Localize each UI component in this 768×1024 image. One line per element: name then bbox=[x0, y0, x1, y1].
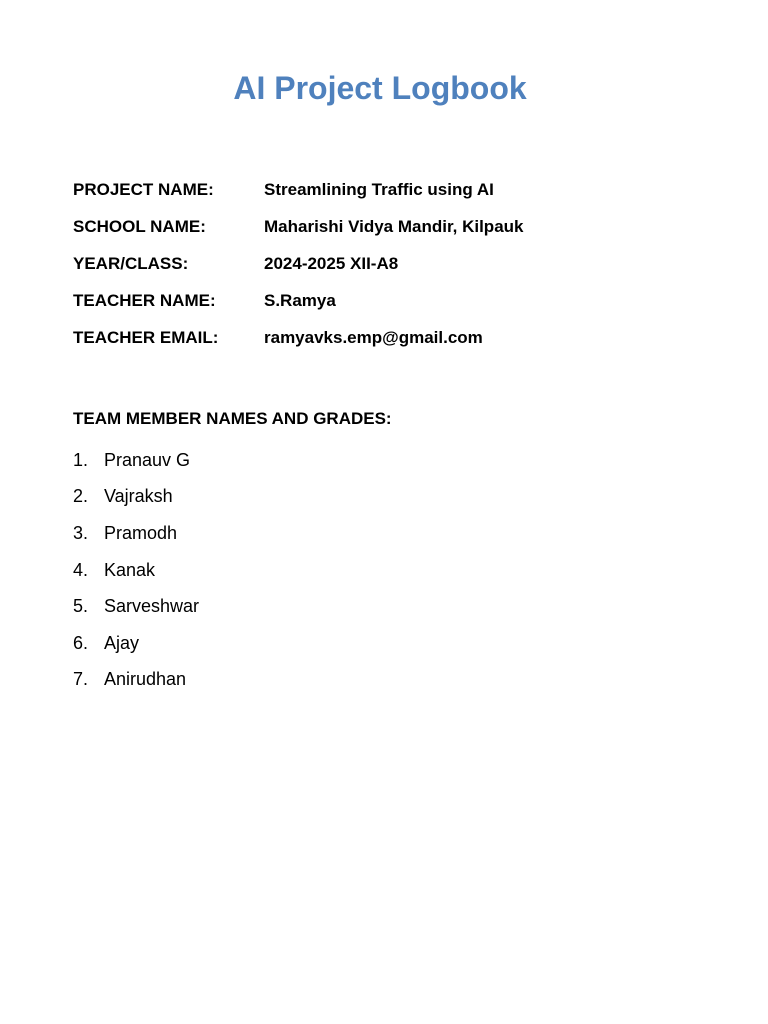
info-row-project-name bbox=[73, 171, 523, 208]
list-number: 4. bbox=[73, 559, 89, 580]
info-row-teacher-name bbox=[73, 283, 523, 320]
list-number: 3. bbox=[73, 522, 89, 543]
info-row-school-name bbox=[73, 208, 523, 245]
info-label: TEACHER EMAIL: bbox=[73, 328, 219, 348]
project-info-table bbox=[73, 171, 523, 357]
info-value: ramyavks.emp@gmail.com bbox=[264, 328, 483, 348]
list-item bbox=[73, 479, 199, 516]
member-name: Pranauv G bbox=[104, 449, 191, 470]
info-value: S.Ramya bbox=[264, 291, 336, 311]
list-number: 2. bbox=[73, 486, 89, 507]
info-label: TEACHER NAME: bbox=[73, 291, 216, 311]
info-row-year-class bbox=[73, 245, 523, 282]
list-number: 5. bbox=[73, 596, 89, 617]
member-name: Vajraksh bbox=[104, 486, 173, 507]
info-label: SCHOOL NAME: bbox=[73, 216, 206, 236]
list-number: 6. bbox=[73, 632, 89, 653]
info-value: Streamlining Traffic using AI bbox=[264, 179, 494, 199]
page-title: AI Project Logbook bbox=[233, 70, 527, 106]
list-item bbox=[73, 625, 199, 662]
member-name: Anirudhan bbox=[104, 669, 187, 690]
member-name: Sarveshwar bbox=[104, 596, 200, 617]
list-number: 7. bbox=[73, 669, 89, 690]
list-number: 1. bbox=[73, 449, 89, 470]
list-item bbox=[73, 662, 199, 699]
team-member-list bbox=[73, 442, 199, 698]
info-label: PROJECT NAME: bbox=[73, 179, 214, 199]
list-item bbox=[73, 552, 199, 589]
list-item bbox=[73, 515, 199, 552]
list-item bbox=[73, 442, 199, 479]
member-name: Ajay bbox=[104, 632, 140, 653]
list-item bbox=[73, 588, 199, 625]
info-label: YEAR/CLASS: bbox=[73, 253, 189, 273]
info-value: 2024-2025 XII-A8 bbox=[264, 253, 399, 273]
member-name: Kanak bbox=[104, 559, 156, 580]
member-name: Pramodh bbox=[104, 522, 178, 543]
info-value: Maharishi Vidya Mandir, Kilpauk bbox=[264, 216, 524, 236]
info-row-teacher-email bbox=[73, 320, 523, 357]
team-heading: TEAM MEMBER NAMES AND GRADES: bbox=[73, 409, 392, 428]
